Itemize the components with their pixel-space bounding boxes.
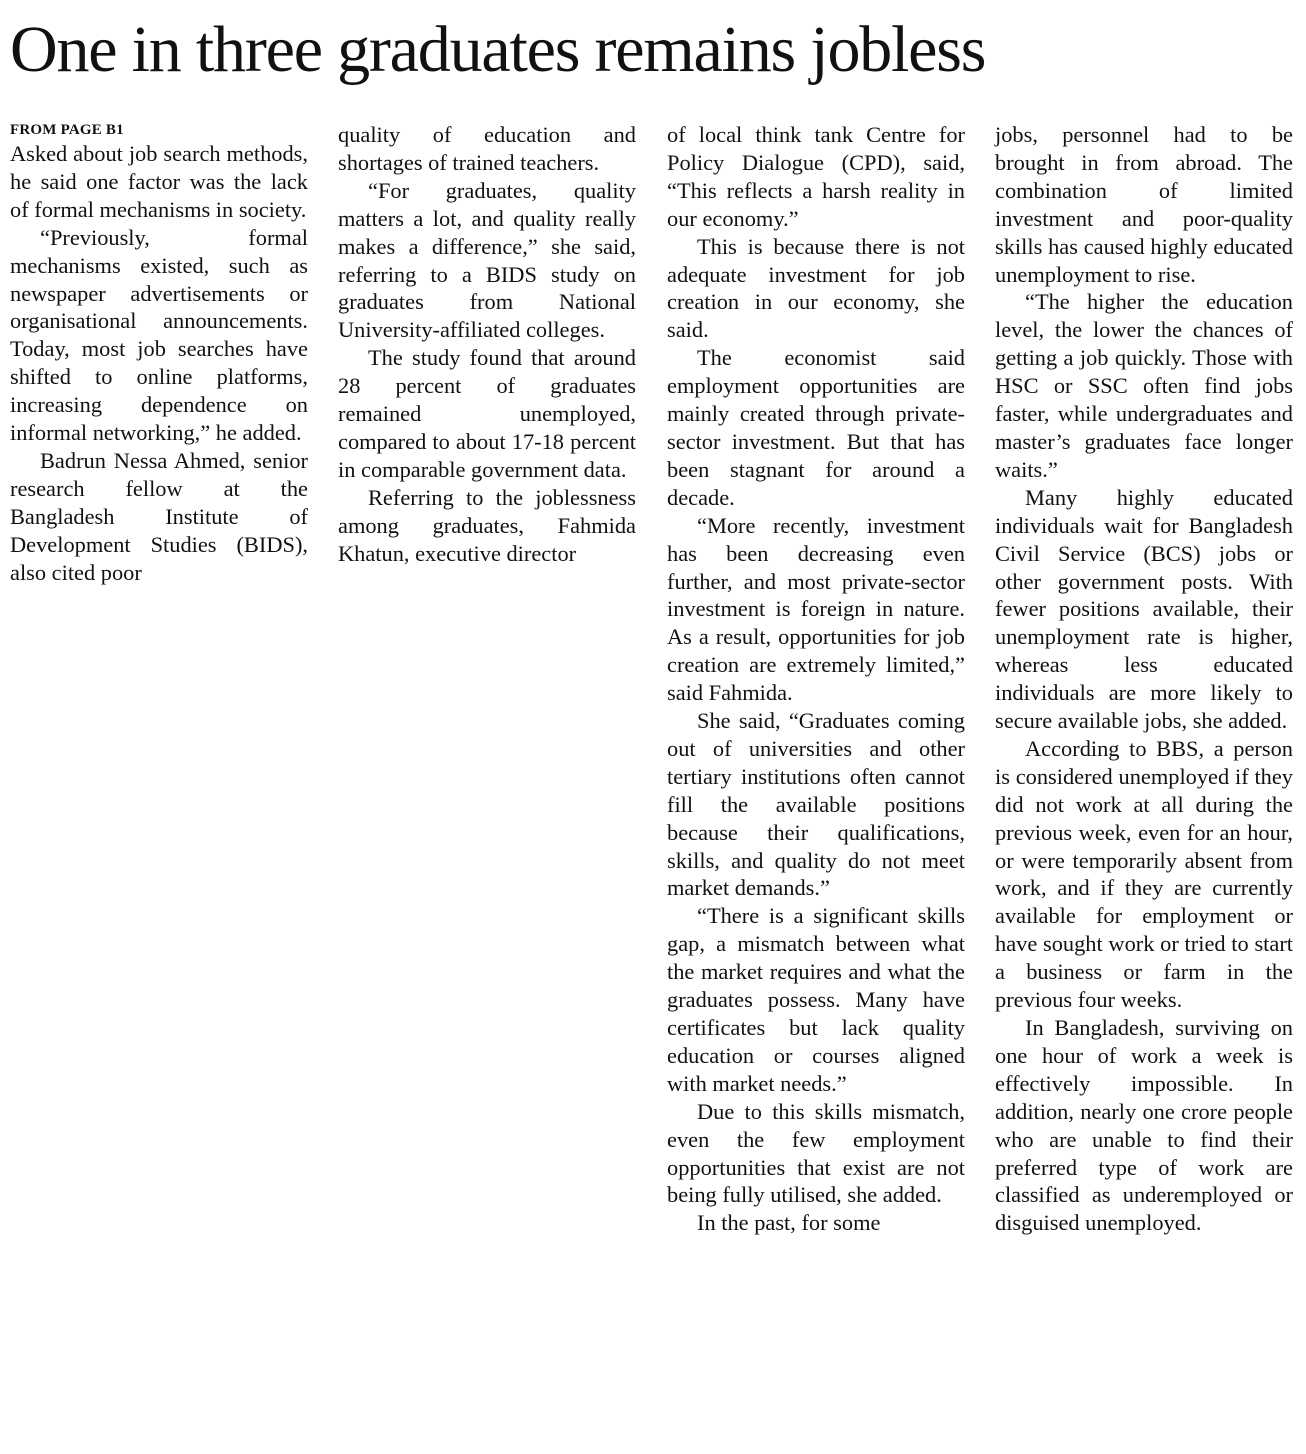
paragraph: of local think tank Centre for Policy Dialogue (CPD), said, “This reflects a harsh reality in our economy.” [667, 122, 965, 231]
paragraph: In the past, for some [697, 1210, 881, 1236]
paragraph: “For graduates, quality matters a lot, and quality really makes a difference,” she said, referring to a BIDS study on graduates from National University-affiliated colleges. [338, 177, 636, 343]
article-column-4 [995, 118, 1293, 1237]
article-column-1 [10, 118, 308, 587]
paragraph: The economist said employment opportunities are mainly created through private-sector investment. But that has been stagnant for around a decade. [667, 345, 965, 510]
paragraph: The study found that around 28 percent of graduates remained unemployed, compared to about 17-18 percent in comparable government data. [338, 345, 636, 482]
continued-from-label: FROM PAGE B1 [10, 122, 124, 138]
paragraph: quality of education and shortages of trained teachers. [338, 122, 636, 175]
paragraph: “The higher the education level, the lower the chances of getting a job quickly. Those with HSC or SSC often find jobs faster, while undergraduates and master’s graduates face longer waits.” [995, 289, 1293, 482]
paragraph: Due to this skills mismatch, even the few employment opportunities that exist are not being fully utilised, she added. [667, 1098, 965, 1208]
headline: One in three graduates remains jobless [10, 13, 986, 86]
paragraph: “Previously, formal mechanisms existed, such as newspaper advertisements or organisational announcements. Today, most job searches have shifted to online platforms, increasing dependence on informal networking,” he added. [10, 224, 308, 446]
paragraph: Asked about job search methods, he said one factor was the lack of formal mechanisms in society. [10, 141, 308, 222]
paragraph: This is because there is not adequate investment for job creation in our economy, she said. [667, 233, 965, 343]
paragraph: Many highly educated individuals wait for Bangladesh Civil Service (BCS) jobs or other government posts. With fewer positions available, their unemployment rate is higher, whereas less educated individuals are more likely to secure available jobs, she added. [995, 484, 1293, 734]
paragraph: In Bangladesh, surviving on one hour of work a week is effectively impossible. In addition, nearly one crore people who are unable to find their preferred type of work are classified as underemployed or disguised unemployed. [995, 1015, 1293, 1236]
article-column-2 [338, 118, 636, 568]
paragraph: Referring to the joblessness among graduates, Fahmida Khatun, executive director [338, 484, 636, 566]
paragraph: Badrun Nessa Ahmed, senior research fellow at the Bangladesh Institute of Development Studies (BIDS), also cited poor [10, 447, 308, 585]
paragraph: jobs, personnel had to be brought in from abroad. The combination of limited investment and poor-quality skills has caused highly educated unemployment to rise. [995, 122, 1293, 287]
paragraph: “There is a significant skills gap, a mismatch between what the market requires and what the graduates possess. Many have certificates but lack quality education or courses aligned with market needs.” [667, 903, 965, 1096]
article-column-3 [667, 118, 965, 1237]
paragraph: She said, “Graduates coming out of universities and other tertiary institutions often cannot fill the available positions because their qualifications, skills, and quality do not meet market demands.” [667, 708, 965, 901]
paragraph: “More recently, investment has been decreasing even further, and most private-sector investment is foreign in nature. As a result, opportunities for job creation are extremely limited,” said Fahmida. [667, 512, 965, 706]
paragraph: According to BBS, a person is considered unemployed if they did not work at all during the previous week, even for an hour, or were temporarily absent from work, and if they are currently available for employment or have sought work or tried to start a business or farm in the previous four weeks. [995, 735, 1293, 1013]
